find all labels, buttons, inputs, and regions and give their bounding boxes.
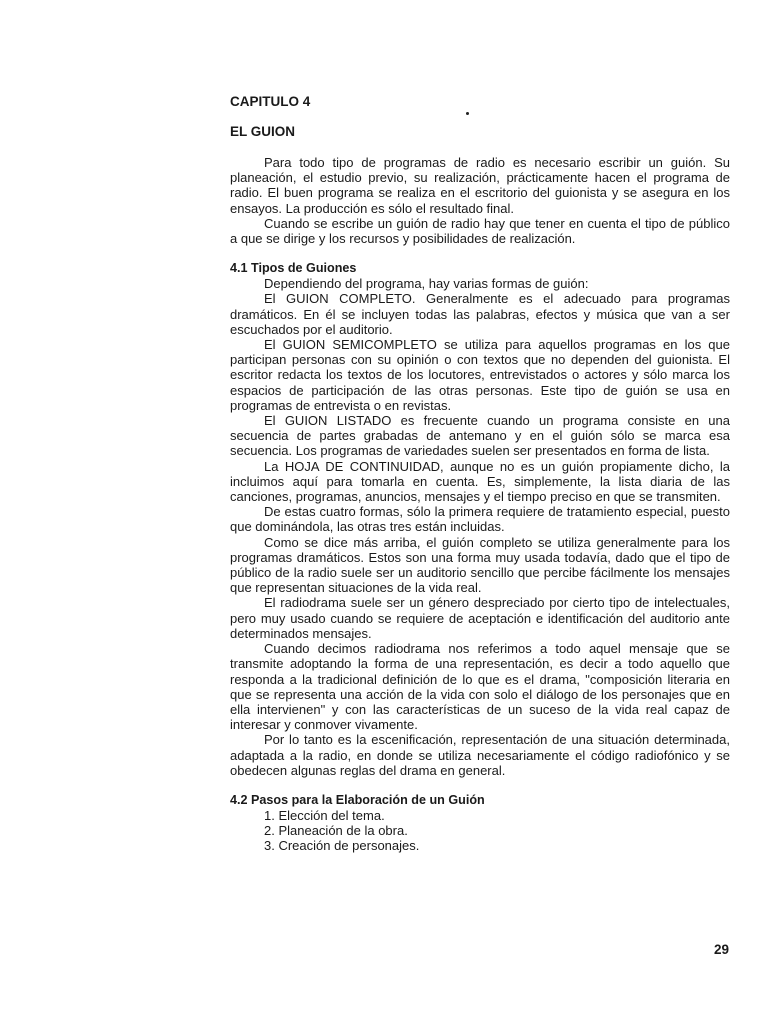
section1-paragraph-2: El GUION COMPLETO. Generalmente es el adecuado para programas dramáticos. En él se incluyen todas las palabras, efectos y música que van a ser escuchados por el auditorio. [230, 291, 730, 337]
section1-paragraph-1: Dependiendo del programa, hay varias formas de guión: [264, 276, 589, 292]
page-body [230, 94, 730, 854]
intro-paragraph-2: Cuando se escribe un guión de radio hay que tener en cuenta el tipo de público a que se dirige y los recursos y posibilidades de realización. [230, 215, 730, 247]
list-item: 3. Creación de personajes. [264, 838, 420, 854]
chapter-title: EL GUION [230, 124, 296, 139]
section1-paragraph-9: Cuando decimos radiodrama nos referimos a todo aquel mensaje que se transmite adoptando la forma de una representación, es decir a todo aquello que responda a la tradicional definición de lo que es el drama, "composición literaria en que se representa una acción de la vida con solo el diálogo de los personajes que en ella intervienen" y con las características de un suceso de la vida real capaz de interesar y conmover vivamente. [230, 641, 730, 733]
section-heading-4-1: 4.1 Tipos de Guiones [230, 261, 357, 276]
section1-paragraph-7: Como se dice más arriba, el guión completo se utiliza generalmente para los programas dramáticos. Estos son una forma muy usada todavía, dado que el tipo de público de la radio suele ser un auditorio sencillo que percibe fácilmente los mensajes que representan situaciones de la vida real. [230, 534, 730, 596]
section1-paragraph-4: El GUION LISTADO es frecuente cuando un programa consiste en una secuencia de partes grabadas de antemano y en el guión sólo se marca esa secuencia. Los programas de variedades suelen ser presentados en forma de lista. [230, 413, 730, 459]
section1-paragraph-3: El GUION SEMICOMPLETO se utiliza para aquellos programas en los que participan personas con su opinión o con textos que no dependen del guionista. El escritor redacta los textos de los locutores, entrevistados o actores y sólo marca los espacios de participación de las otras personas. Este tipo de guión se usa en programas de entrevista o en revistas. [230, 337, 730, 413]
chapter-label: CAPITULO 4 [230, 94, 311, 109]
section1-paragraph-10: Por lo tanto es la escenificación, representación de una situación determinada, adaptada a la radio, en donde se utiliza necesariamente el código radiofónico y se obedecen algunas reglas del drama en general. [230, 732, 730, 778]
section1-paragraph-6: De estas cuatro formas, sólo la primera requiere de tratamiento especial, puesto que dominándola, las otras tres están incluidas. [230, 504, 730, 535]
steps-list [230, 808, 730, 854]
list-item: 1. Elección del tema. [264, 807, 385, 823]
page-number: 29 [714, 942, 730, 957]
list-item: 2. Planeación de la obra. [264, 823, 408, 839]
section1-paragraph-5: La HOJA DE CONTINUIDAD, aunque no es un guión propiamente dicho, la incluimos aquí para tomarla en cuenta. Es, simplemente, la lista diaria de las canciones, programas, anuncios, mensajes y el tiempo preciso en que se transmiten. [230, 458, 730, 505]
section1-paragraph-8: El radiodrama suele ser un género despreciado por cierto tipo de intelectuales, pero muy usado cuando se requiere de aceptación e identificación del auditorio ante determinados mensajes. [230, 595, 730, 641]
intro-paragraph-1: Para todo tipo de programas de radio es necesario escribir un guión. Su planeación, el estudio previo, su realización, prácticamente hacen el programa de radio. El buen programa se realiza en el escritorio del guionista y se asegura en los ensayos. La producción es sólo el resultado final. [230, 155, 730, 216]
section-heading-4-2: 4.2 Pasos para la Elaboración de un Guión [230, 792, 485, 807]
